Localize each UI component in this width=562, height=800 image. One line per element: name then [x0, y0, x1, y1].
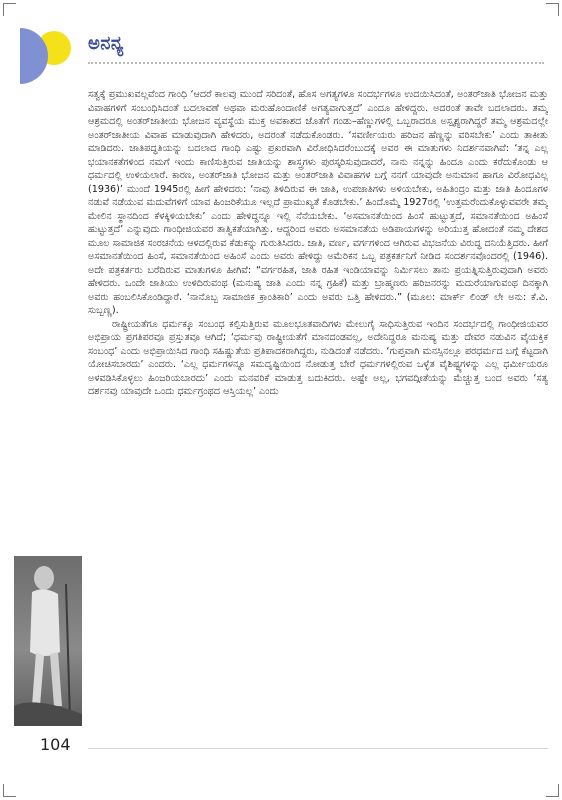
crop-mark-top-left — [3, 3, 16, 16]
paragraph-2: ರಾಷ್ಟ್ರೀಯತೆಗೂ ಧರ್ಮಕ್ಕೂ ಸಂಬಂಧ ಕಲ್ಪಿಸುತ್ತಿರುವ ಮೂಲಭೂತವಾದಿಗಳು ಮೇಲುಗೈ ಸಾಧಿಸುತ್ತಿರುವ ಇಂದಿನ ಸಂದರ್ಭದಲ್ಲಿ ಗಾಂಧೀಜಿಯವರ ಅಭಿಪ್ರಾಯ ಪ್ರಗತಿಪರವೂ ಪ್ರಸ್ತುತವೂ ಆಗಿದೆ; ‘ಧರ್ಮವು ರಾಷ್ಟ್ರೀಯತೆಗೆ ಮಾನದಂಡವಲ್ಲ, ಅದೇನಿದ್ದರೂ ಮನುಷ್ಯ ಮತ್ತು ದೇವರ ನಡುವಿನ ವೈಯಕ್ತಿಕ ಸಂಬಂಧ’ ಎಂದು ಅಭಿಪ್ರಾಯಿಸಿದ ಗಾಂಧಿ ಸಹಿಷ್ಣುತೆಯ ಪ್ರತಿಪಾದಕರಾಗಿದ್ದರು, ನುಡಿದಂತೆ ನಡೆದರು. ‘ಗುಪ್ತವಾಗಿ ಮನಸ್ಸಿನಲ್ಲೂ ಪರಧರ್ಮದ ಬಗ್ಗೆ ಕೆಟ್ಟದಾಗಿ ಯೋಚಿಸಬಾರದು’ ಎಂದರು. ‘ಎಲ್ಲ ಧರ್ಮಗಳನ್ನೂ ಸಮದೃಷ್ಟಿಯಿಂದ ನೋಡುತ್ತ ಬೇರೆ ಧರ್ಮಗಳಲ್ಲಿರುವ ಒಳ್ಳೆತ ವೈಶಿಷ್ಟ್ಯಗಳನ್ನು ಎಲ್ಲ ಧರ್ಮೀಯರೂ ಅಳವಡಿಸಿಕೊಳ್ಳಲು ಹಿಂಜರಿಯಬಾರದು’ ಎಂದು ಮನವರಿಕೆ ಮಾಡುತ್ತ ಬದುಕಿದರು. ಅಷ್ಟೇ ಅಲ್ಲ, ಭಗವದ್ಗೀತೆಯನ್ನು ಮೆಚ್ಚುತ್ತ ಬಂದ ಅವರು ‘ಸತ್ಯ ದರ್ಶನವು ಯಾವುದೇ ಒಂದು ಧರ್ಮಗ್ರಂಥದ ಆಸ್ತಿಯಲ್ಲ’ ಎಂದು — [88, 318, 548, 397]
section-title: ಅನನ್ಯ — [88, 33, 124, 54]
paragraph-1: ಸತ್ವಕ್ಕೆ ಪ್ರಮುಖವಲ್ಲವೆಂದ ಗಾಂಧಿ ‘ಆದರೆ ಕಾಲವು ಮುಂದೆ ಸರಿದಂತೆ, ಹೊಸ ಅಗತ್ಯಗಳೂ ಸಂದರ್ಭಗಳೂ ಉದಯಿಸಿದಂತೆ, ಅಂತರ್‌ಜಾತಿ ಭೋಜನ ಮತ್ತು ವಿವಾಹಗಳಿಗೆ ಸಂಬಂಧಿಸಿದಂತೆ ಬದಲಾವಣೆ ಅಥವಾ ಮರುಹೊಂದಾಣಿಕೆ ಅಗತ್ಯವಾಗುತ್ತದೆ’ ಎಂದೂ ಹೇಳಿದ್ದರು. ಅದರಂತೆ ತಾವೇ ಬದಲಾದರು. ತಮ್ಮ ಆಶ್ರಮದಲ್ಲಿ ಅಂತರ್‌ಜಾತೀಯ ಭೋಜನ ವ್ಯವಸ್ಥೆಯ ಮುಕ್ತ ಅವಕಾಶದ ಜೊತೆಗೆ ಗಂಡು–ಹೆಣ್ಣುಗಳಲ್ಲಿ ಒಬ್ಬರಾದರೂ ಅಸ್ಪೃಶ್ಯರಾಗಿದ್ದರೆ ತಮ್ಮ ಆಶ್ರಮದಲ್ಲೇ ಅಂತರ್‌ಜಾತೀಯ ವಿವಾಹ ಮಾಡುವುದಾಗಿ ಹೇಳಿದರು, ಅದರಂತೆ ನಡೆದುಕೊಂಡರು. ‘ಸವರ್ಣೀಯರು ಹರಿಜನ ಹೆಣ್ಣನ್ನು ವರಿಸಬೇಕು’ ಎಂದು ತಾಕೀತು ಮಾಡಿದರು. ಜಾತಿಪದ್ಧತಿಯನ್ನು ಬದಲಾದ ಗಾಂಧಿ ಎಷ್ಟು ಪ್ರಖರವಾಗಿ ವಿರೋಧಿಸಿದರೆಂಬುದಕ್ಕೆ ಅವರ ಈ ಮಾತುಗಳು ನಿದರ್ಶನವಾಗಿವೆ: ‘ತನ್ನ ಎಲ್ಲ ಭಯಾನಕತೆಗಳಿಂದ ನಮಗೆ ಇಂದು ಕಾಣಿಸುತ್ತಿರುವ ಜಾತಿಯನ್ನು ಶಾಸ್ತ್ರಗಳು ಪುರಸ್ಕರಿಸುವುದಾದರೆ, ನಾನು ನನ್ನನ್ನು ಹಿಂದೂ ಎಂದು ಕರೆದುಕೊಂಡು ಆ ಧರ್ಮದಲ್ಲಿ ಉಳಿಯಲಾರೆ. ಕಾರಣ, ಅಂತರ್‌ಜಾತಿ ಭೋಜನ ಮತ್ತು ಅಂತರ್‌ಜಾತಿ ವಿವಾಹಗಳ ಬಗ್ಗೆ ನನಗೆ ಯಾವುದೇ ಅನುಮಾನ ಹಾಗೂ ವಿರೋಧವಿಲ್ಲ (1936)’ ಮುಂದೆ 1945ರಲ್ಲಿ ಹೀಗೆ ಹೇಳಿದರು: ‘ನಾವು ತಿಳಿದಿರುವ ಈ ಜಾತಿ, ಉಪಜಾತಿಗಳು ಅಳಿಯಬೇಕು, ಅಹಿತಿಂದ್ರಂ ಮತ್ತು ಜಾತಿ ಹಿಂದೂಗಳ ನಡುವೆ ನಡೆಯುವ ಮದುವೆಗಳಿಗೆ ಯಾವ ಹಿಂಜರಿಕೆಯೂ ಇಲ್ಲದೆ ಪ್ರಾಮುಖ್ಯತೆ ಕೊಡಬೇಕು.’ ಹಿಂದೊಮ್ಮೆ 1927ರಲ್ಲಿ ‘ಉತ್ತಮರೆಂದುಕೊಳ್ಳುವವರೇ ತಮ್ಮ ಮೇಲಿನ ಸ್ಥಾನದಿಂದ ಕೆಳಕ್ಕಿಳಿಯಬೇಕು’ ಎಂದು ಹೇಳಿದ್ದನ್ನೂ ಇಲ್ಲಿ ನೆನೆಯಬೇಕು. ‘ಅಸಮಾನತೆಯಿಂದ ಹಿಂಸೆ ಹುಟ್ಟುತ್ತದೆ, ಸಮಾನತೆಯಿಂದ ಅಹಿಂಸೆ ಹುಟ್ಟುತ್ತದೆ’ ಎನ್ನುವುದು ಗಾಂಧೀಜಿಯವರ ತಾತ್ವಿಕತೆಯಾಗಿತ್ತು. ಆದ್ದರಿಂದ ಅವರು ಅಸಮಾನತೆಯ ಅಡಿಪಾಯಗಳನ್ನು ಅರಿಯುತ್ತ ಹೋದಂತೆ ನಮ್ಮ ದೇಶದ ಮೂಲ ಸಾಮಾಜಿಕ ಸಂರಚನೆಯ ಆಳದಲ್ಲಿರುವ ಕೆಡುಕನ್ನು ಗುರುತಿಸಿದರು. ಜಾತಿ, ವರ್ಣ, ವರ್ಗಗಳಿಂದ ಆಗಿರುವ ವಿಭಜನೆಯ ವಿರುದ್ಧ ದನಿಯೆತ್ತಿದರು. ಹೀಗೆ ಅಸಮಾನತೆಯಿಂದ ಹಿಂಸೆ, ಸಮಾನತೆಯಿಂದ ಅಹಿಂಸೆ ಎಂದು ಅವರು ಹೇಳಿದ್ದು ಅಮೆರಿಕನ ಒಬ್ಬ ಪತ್ರಕರ್ತನಿಗೆ ನೀಡಿದ ಸಂದರ್ಶನವೊಂದರಲ್ಲಿ (1946). ಅದೇ ಪತ್ರಕರ್ತರು ಬರೆದಿರುವ ಮಾತುಗಳೂ ಹೀಗಿವೆ: “ವರ್ಗರಹಿತ, ಜಾತಿ ರಹಿತ ಇಂಡಿಯಾವನ್ನು ನಿರ್ಮಿಸಲು ತಾನು ಪ್ರಯತ್ನಿಸುತ್ತಿರುವುದಾಗಿ ಅವರು ಹೇಳಿದರು. ಒಂದೇ ಜಾತಿಯು ಉಳಿದಿರುವಂಥ (ಮನುಷ್ಯ ಜಾತಿ ಎಂದು ನನ್ನ ಗ್ರಹಿಕೆ) ಮತ್ತು ಬ್ರಾಹ್ಮಣರು ಹರಿಜನರನ್ನು ಮದುರೆಯಾಗುವಂಥ ದಿನಕ್ಕಾಗಿ ಅವರು ಹಂಬಲಿಸಿಕೊಂಡಿದ್ದಾರೆ. ‘ನಾನೊಬ್ಬ ಸಾಮಾಜಿಕ ಕ್ರಾಂತಿಕಾರಿ’ ಎಂದು ಅವರು ಒತ್ತಿ ಹೇಳಿದರು.” (ಮೂಲ: ಮಾರ್ಕ್ ಲಿಂಡ್ ಲೇ ಅನು: ಕೆ.ವಿ. ಸುಬ್ಬಣ್ಣ). — [88, 89, 548, 316]
article-body — [88, 88, 548, 733]
page-number: 104 — [40, 735, 71, 754]
footer-divider — [88, 748, 548, 749]
crop-mark-bottom-left — [3, 784, 16, 797]
crop-mark-top-right — [546, 3, 559, 16]
header-divider — [88, 62, 544, 64]
crop-mark-bottom-right — [546, 784, 559, 797]
gandhi-illustration — [14, 556, 82, 726]
section-logo-icon — [16, 26, 76, 86]
